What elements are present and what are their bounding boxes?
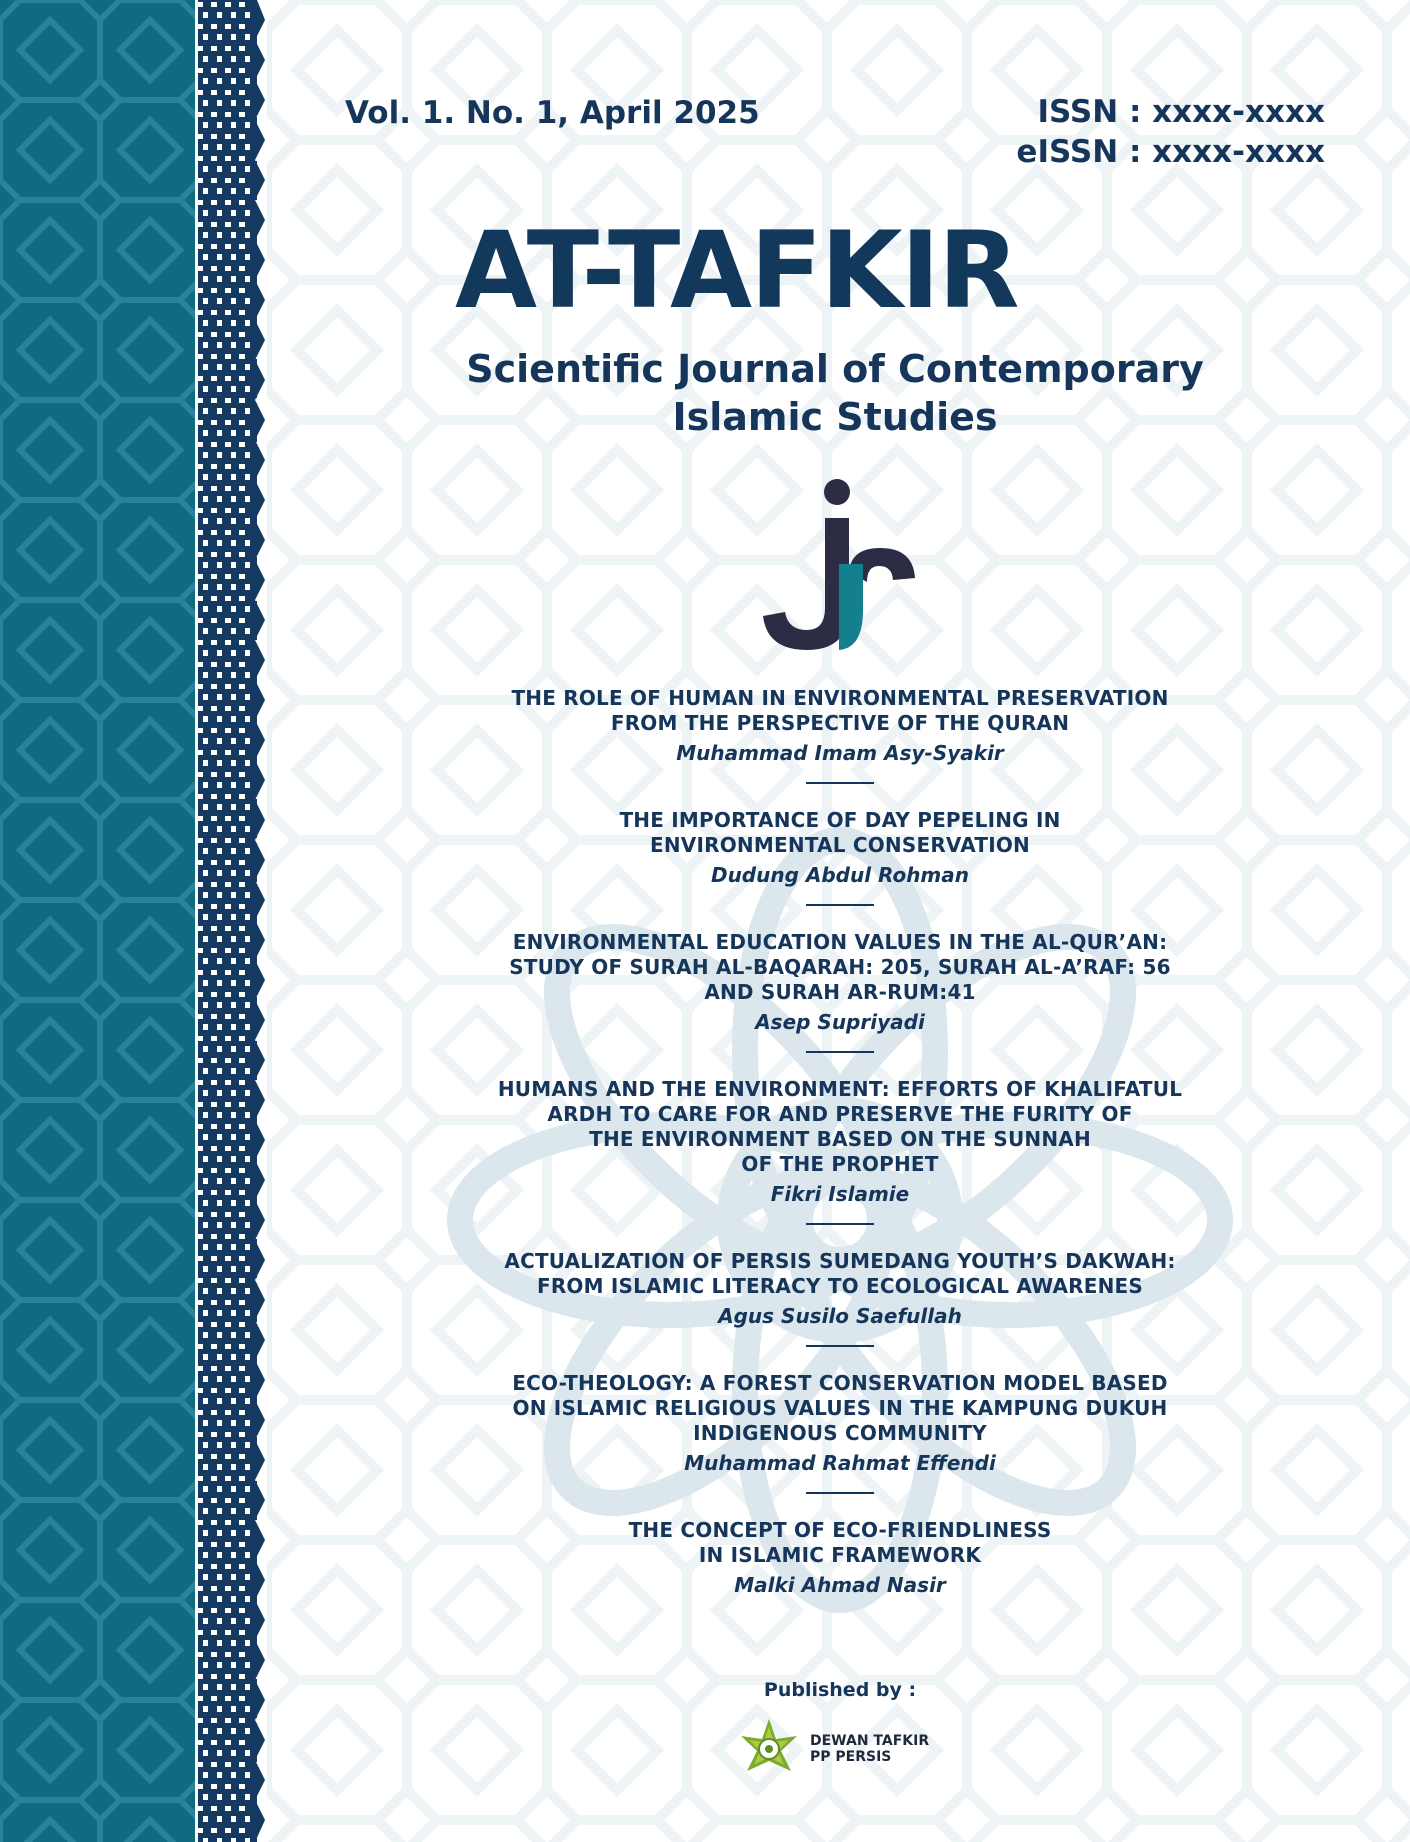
subtitle-line-1: Scientific Journal of Contemporary [466,347,1204,391]
left-decorative-band [0,0,195,1842]
article-title [480,686,1200,736]
article-title-line: FROM THE PERSPECTIVE OF THE QURAN [610,711,1070,735]
geometric-pattern-left [0,0,195,1842]
publisher-name-line-1: DEWAN TAFKIR [810,1733,930,1749]
article-title [480,1249,1200,1299]
article-entry [480,808,1200,888]
article-title-line: THE ENVIRONMENT BASED ON THE SUNNAH [589,1127,1091,1151]
article-title-line: THE CONCEPT OF ECO-FRIENDLINESS [628,1518,1052,1542]
article-entry [480,1077,1200,1207]
volume-issue: Vol. 1. No. 1, April 2025 [345,95,760,131]
article-entry [480,1371,1200,1476]
article-entry [480,930,1200,1035]
article-divider [806,1492,874,1494]
article-title [480,1518,1200,1568]
table-of-contents [480,686,1200,1598]
article-divider [806,904,874,906]
article-entry [480,686,1200,766]
article-title-line: STUDY OF SURAH AL-BAQARAH: 205, SURAH AL-A’RAF: 56 [509,955,1171,979]
article-title [480,1077,1200,1177]
article-author: Muhammad Rahmat Effendi [684,1451,996,1475]
article-title-line: AND SURAH AR-RUM:41 [704,980,976,1004]
article-title [480,808,1200,858]
article-divider [806,1345,874,1347]
journal-title: AT-TAFKIR [455,209,1018,332]
article-title-line: ACTUALIZATION OF PERSIS SUMEDANG YOUTH’S DAKWAH: [504,1249,1176,1273]
article-divider [806,1223,874,1225]
jr-monogram-icon [755,478,920,657]
article-title-line: IN ISLAMIC FRAMEWORK [698,1543,982,1567]
article-title-line: ENVIRONMENTAL EDUCATION VALUES IN THE AL-QUR’AN: [512,930,1168,954]
journal-subtitle [420,345,1250,441]
article-title-line: ARDH TO CARE FOR AND PRESERVE THE FURITY OF [547,1102,1133,1126]
decorative-border-strip [195,0,267,1842]
article-title-line: OF THE PROPHET [741,1152,939,1176]
article-title-line: FROM ISLAMIC LITERACY TO ECOLOGICAL AWARENES [536,1274,1144,1298]
publisher [738,1718,929,1780]
article-entry [480,1249,1200,1329]
article-author: Agus Susilo Saefullah [718,1304,962,1328]
issn-block [1016,92,1325,172]
article-title-line: THE IMPORTANCE OF DAY PEPELING IN [619,808,1061,832]
article-title-line: INDIGENOUS COMMUNITY [693,1421,987,1445]
article-title [480,1371,1200,1446]
article-title-line: ON ISLAMIC RELIGIOUS VALUES IN THE KAMPUNG DUKUH [512,1396,1168,1420]
article-entry [480,1518,1200,1598]
article-title-line: ECO-THEOLOGY: A FOREST CONSERVATION MODEL BASED [512,1371,1168,1395]
border-pattern [195,0,267,1842]
article-author: Asep Supriyadi [755,1010,925,1034]
article-title [480,930,1200,1005]
article-title-line: HUMANS AND THE ENVIRONMENT: EFFORTS OF KHALIFATUL [497,1077,1183,1101]
article-author: Dudung Abdul Rohman [710,863,970,887]
eissn: eISSN : xxxx-xxxx [1016,134,1325,170]
article-author: Malki Ahmad Nasir [734,1573,946,1597]
issn: ISSN : xxxx-xxxx [1037,94,1325,130]
publisher-name [810,1733,929,1765]
article-title-line: ENVIRONMENTAL CONSERVATION [650,833,1030,857]
article-author: Fikri Islamie [770,1182,910,1206]
article-title-line: THE ROLE OF HUMAN IN ENVIRONMENTAL PRESERVATION [511,686,1169,710]
published-by-label: Published by : [763,1679,917,1701]
article-divider [806,782,874,784]
persis-star-emblem-icon [738,1718,800,1780]
article-divider [806,1051,874,1053]
subtitle-line-2: Islamic Studies [672,395,998,439]
article-author: Muhammad Imam Asy-Syakir [676,741,1004,765]
publisher-name-line-2: PP PERSIS [810,1749,892,1765]
